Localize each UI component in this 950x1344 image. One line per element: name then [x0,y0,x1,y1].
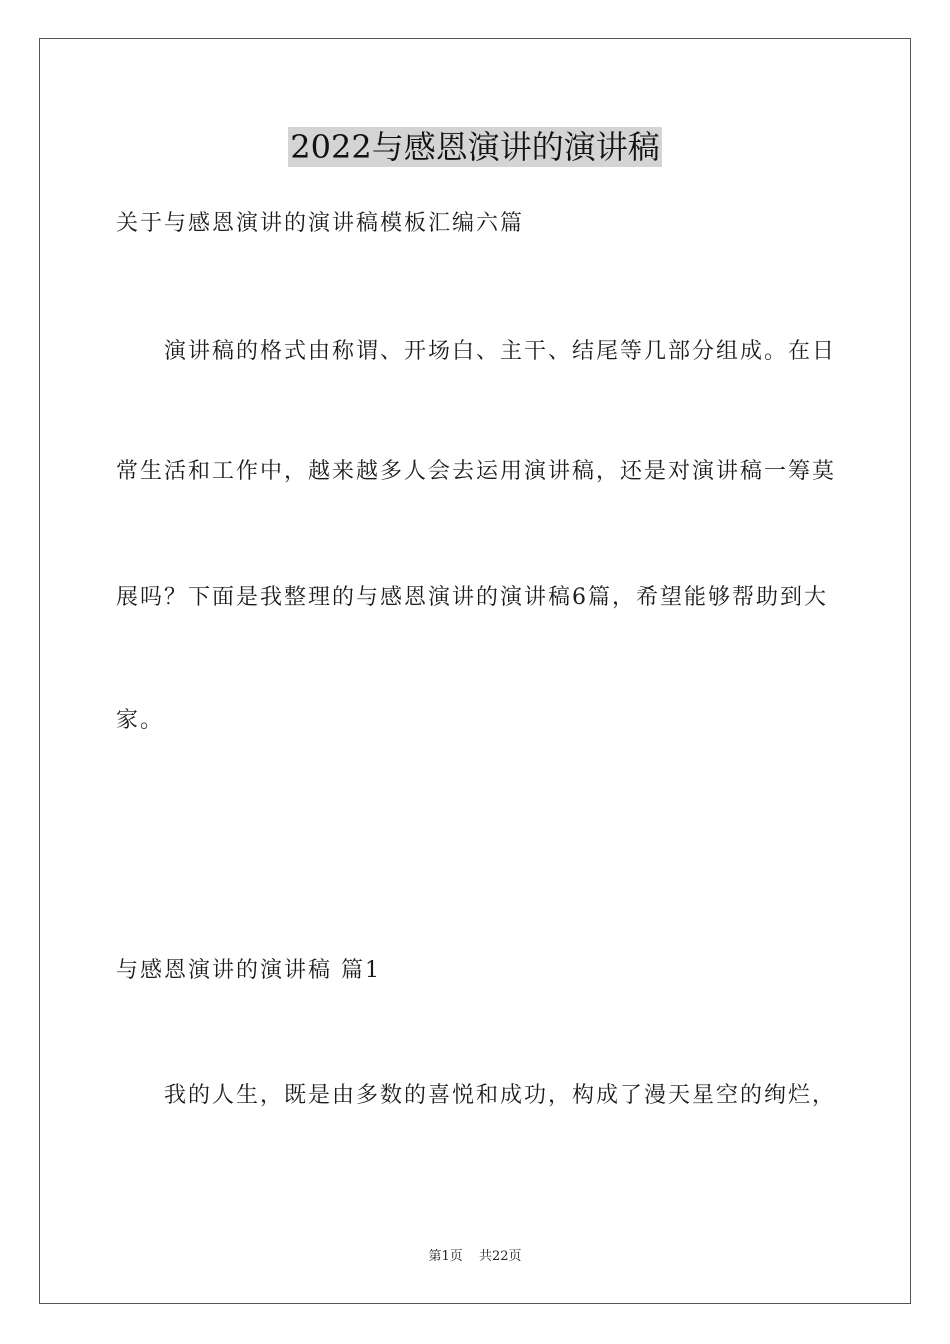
page-number-current: 第1页 [428,1249,463,1264]
page-number-total: 共22页 [478,1249,522,1264]
document-subtitle: 关于与感恩演讲的演讲稿模板汇编六篇 [116,211,525,236]
body-line: 我的人生，既是由多数的喜悦和成功，构成了漫天星空的绚烂， [164,1083,837,1108]
intro-line: 演讲稿的格式由称谓、开场白、主干、结尾等几部分组成。在日 [164,339,837,364]
document-title: 2022与感恩演讲的演讲稿 [290,128,660,166]
intro-line: 家。 [116,708,165,733]
intro-line: 展吗？下面是我整理的与感恩演讲的演讲稿6篇，希望能够帮助到大 [116,585,828,610]
intro-line: 常生活和工作中，越来越多人会去运用演讲稿，还是对演讲稿一筹莫 [116,459,837,484]
page-footer [0,1248,950,1266]
section-heading: 与感恩演讲的演讲稿 篇1 [116,958,381,983]
title-container [0,127,950,167]
